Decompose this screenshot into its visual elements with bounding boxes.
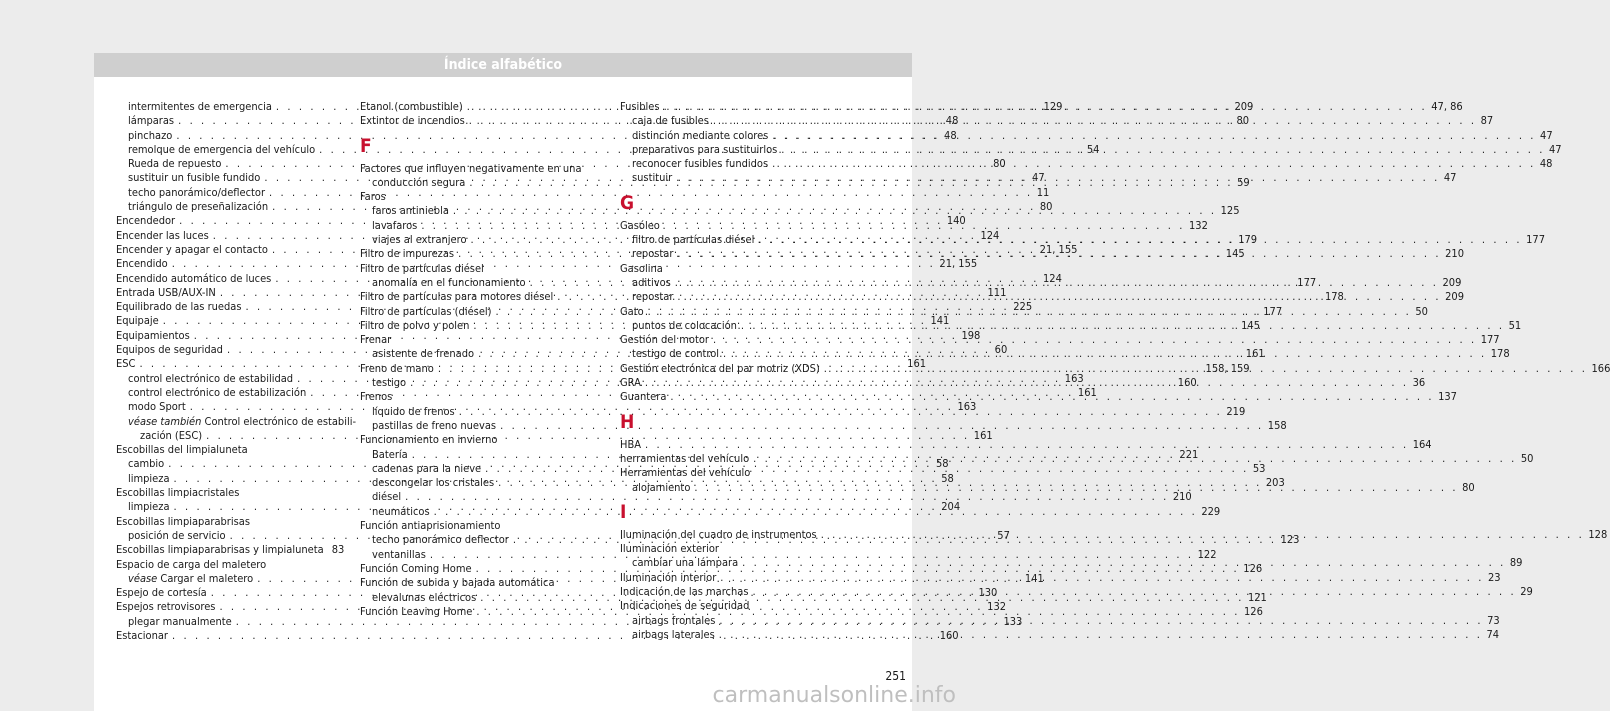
page-reference: 204	[941, 500, 961, 514]
index-heading	[620, 262, 862, 276]
page-reference: 130	[978, 586, 998, 600]
entry-text: plegar manualmente	[128, 614, 232, 628]
page-reference: 47	[1548, 142, 1562, 156]
page-reference: 163	[957, 400, 977, 414]
dot-leader	[772, 157, 1536, 171]
entry-text: Fusibles	[620, 100, 660, 113]
page-reference: 164	[1412, 437, 1432, 451]
entry-text: aditivos	[632, 275, 671, 289]
page-reference: 80	[993, 157, 1006, 171]
page-reference: 126	[1243, 561, 1263, 575]
entry-text: Espejo de cortesía	[116, 586, 207, 600]
entry-text: asistente de frenado	[372, 347, 475, 361]
page-reference: 160	[1177, 376, 1197, 390]
entry-text: Gestión electrónica del par motriz (XDS)	[620, 361, 820, 375]
entry-text: techo panorámico/deflector	[128, 185, 266, 199]
page-reference: 48	[945, 114, 959, 128]
dot-leader	[648, 305, 1412, 319]
page-reference: 140	[946, 214, 966, 228]
page-reference: 29	[1520, 585, 1533, 599]
dot-leader	[719, 614, 1483, 628]
page-reference: 59	[1237, 175, 1250, 189]
index-heading	[116, 414, 357, 429]
page-reference: 47, 86	[1431, 100, 1463, 113]
page-reference: 177	[1297, 275, 1317, 289]
page-reference: 74	[1486, 627, 1500, 641]
page-reference: 198	[961, 328, 981, 342]
entry-text: Batería	[372, 447, 408, 461]
entry-text: Extintor de incendios	[360, 114, 465, 128]
page-reference: 21, 155	[939, 257, 978, 271]
entry-text: remolque de emergencia del vehículo	[128, 142, 316, 156]
entry-text: testigo	[372, 376, 407, 390]
page-reference: 111	[987, 285, 1007, 299]
entry-text: Equipos de seguridad	[116, 343, 223, 357]
index-heading	[116, 558, 342, 572]
section-letter: I	[620, 500, 627, 523]
entry-text: cambio	[128, 457, 165, 471]
dot-leader	[713, 114, 1477, 128]
entry-text: Encender las luces	[116, 228, 209, 242]
entry-text: limpieza	[128, 471, 170, 485]
page-reference: 141	[930, 314, 950, 328]
entry-text: airbags frontales	[632, 613, 716, 627]
page-reference: 229	[1201, 504, 1221, 518]
dot-leader	[723, 347, 1487, 361]
entry-text: Indicación de las marchas	[620, 585, 749, 599]
dot-leader	[781, 143, 1545, 157]
entry-text: Encendedor	[116, 214, 176, 228]
entry-text: airbags laterales	[632, 627, 715, 641]
entry-text: filtro de partículas diésel	[632, 233, 755, 247]
entry-text: Espejos retrovisores	[116, 600, 216, 614]
entry-text: Frenar	[360, 333, 392, 347]
dot-leader	[677, 247, 1441, 261]
page-reference: 123	[1280, 533, 1300, 547]
entry-text: preparativos para sustituirlos	[632, 142, 778, 156]
page-reference: 47	[1032, 171, 1045, 185]
index-heading	[360, 333, 602, 347]
page-reference: 125	[1220, 204, 1240, 218]
entry-text: Iluminación del cuadro de instrumentos	[620, 527, 817, 541]
index-heading	[116, 443, 342, 457]
entry-text: Función Leaving Home	[360, 604, 473, 618]
entry-text: Encendido automático de luces	[116, 271, 272, 285]
page-reference: 122	[1197, 547, 1217, 561]
entry-text: distinción mediante colores	[632, 128, 769, 142]
page-reference: 21, 155	[1039, 242, 1078, 256]
entry-text: Herramientas del vehículo	[620, 466, 751, 480]
entry-text: Filtro de partículas diésel	[360, 261, 484, 275]
index-heading	[116, 515, 342, 529]
page-reference: 210	[1172, 490, 1192, 504]
entry-text: Encender y apagar el contacto	[116, 242, 268, 256]
entry-text: Equipaje	[116, 314, 159, 328]
entry-text: lámparas	[128, 114, 175, 128]
page-reference: 129	[1043, 100, 1063, 113]
page-reference: 73	[1487, 613, 1500, 627]
page-reference: 80	[1236, 114, 1250, 128]
entry-text: Filtro de partículas (diésel)	[360, 304, 492, 318]
index-entry	[620, 437, 1432, 452]
entry-text	[128, 415, 356, 429]
page-reference: 161	[907, 357, 927, 371]
page-reference: 47	[1540, 128, 1553, 142]
entry-text: Función antiaprisionamiento	[360, 519, 501, 533]
page-reference: 132	[1189, 218, 1208, 232]
entry-text: cadenas para la nieve	[372, 461, 482, 475]
index-heading	[360, 390, 602, 404]
entry-text: Función de subida y bajada automática	[360, 576, 555, 590]
entry-text: intermitentes de emergencia	[128, 100, 272, 113]
entry-text: Espacio de carga del maletero	[116, 557, 267, 571]
entry-text: Entrada USB/AUX-IN	[116, 285, 216, 299]
dot-leader	[676, 171, 1440, 185]
page-reference: 57	[997, 528, 1010, 542]
page-reference: 121	[1247, 590, 1267, 604]
entry-text: testigo de control	[632, 347, 720, 361]
page-reference: 145	[1225, 247, 1245, 261]
entry-label: Cargar el maletero	[157, 571, 254, 585]
page-reference: 23	[1487, 570, 1501, 584]
page-reference: 47	[1443, 171, 1457, 185]
page-reference: 209	[1234, 100, 1254, 113]
entry-text: techo panorámico deflector	[372, 533, 509, 547]
page-reference: 80	[1462, 480, 1475, 494]
entry-text: Filtro de impurezas	[360, 247, 455, 261]
entry-text: neumáticos	[372, 504, 430, 518]
dot-leader	[821, 528, 1585, 542]
entry-text: Faros	[360, 190, 386, 204]
see-also-label: véase también	[128, 414, 202, 428]
page-reference: 58	[941, 471, 954, 485]
dot-leader	[694, 481, 1458, 495]
entry-text: caja de fusibles	[632, 114, 709, 128]
page-reference: 163	[1064, 371, 1084, 385]
dot-leader	[824, 362, 1588, 376]
entry-text: triángulo de preseñalización	[128, 200, 269, 214]
page-reference: 219	[1226, 404, 1246, 418]
page-reference: 141	[1024, 571, 1044, 585]
entry-text: elevalunas eléctricos	[372, 590, 477, 604]
page-reference: 178	[1324, 290, 1344, 304]
section-letter: H	[620, 410, 635, 433]
entry-text: Frenos	[360, 390, 393, 404]
entry-text: Factores que influyen negativamente en una	[360, 161, 582, 175]
page-reference: 209	[1442, 275, 1462, 289]
page-reference: 178	[1490, 347, 1510, 361]
dot-leader	[713, 333, 1477, 347]
page-reference: 209	[1445, 290, 1465, 304]
entry-text: Gasóleo	[620, 218, 660, 232]
index-heading	[360, 519, 602, 533]
page-reference: 177	[1480, 333, 1500, 347]
page-reference: 210	[1445, 247, 1465, 261]
dot-leader	[741, 319, 1505, 333]
entry-text: Filtro de partículas para motores diésel	[360, 290, 554, 304]
page-reference: 50	[1520, 451, 1534, 465]
entry-text: sustituir un fusible fundido	[128, 171, 261, 185]
entry-text: anomalía en el funcionamiento	[372, 275, 526, 289]
page-reference: 203	[1265, 476, 1285, 490]
page-reference: 133	[1003, 614, 1023, 628]
entry-text: Gasolina	[620, 261, 663, 275]
page-reference: 221	[1179, 447, 1199, 461]
index-heading	[360, 262, 602, 276]
entry-text: lavafaros	[372, 218, 418, 232]
watermark: carmanualsonline.info	[712, 683, 956, 708]
index-heading	[360, 190, 602, 204]
page-reference: 36	[1412, 376, 1426, 390]
page-reference: 166	[1591, 361, 1610, 375]
entry-text: faros antiniebla	[372, 204, 449, 218]
dot-leader	[677, 290, 1441, 304]
entry-text: limpieza	[128, 500, 170, 514]
page-reference: 160	[939, 628, 959, 642]
page-reference: 177	[1526, 233, 1545, 247]
page-reference: 60	[994, 343, 1008, 357]
page-reference: 53	[1252, 461, 1266, 475]
entry-text: Escobillas limpiaparabrisas y limpialuneta	[116, 543, 324, 557]
dot-leader	[645, 376, 1409, 390]
page-reference: 161	[1245, 347, 1265, 361]
entry-text: posición de servicio	[128, 528, 226, 542]
entry-text: repostar	[632, 247, 674, 261]
page-number: 251	[885, 669, 906, 683]
index-entry	[116, 543, 345, 557]
index-heading	[620, 219, 862, 233]
entry-text: pastillas de freno nuevas	[372, 418, 497, 432]
entry-text: diésel	[372, 490, 402, 504]
page-reference: 126	[1244, 604, 1263, 618]
entry-text: viajes al extranjero	[372, 233, 467, 247]
entry-text: Iluminación interior	[620, 570, 717, 584]
index-heading	[116, 486, 342, 500]
entry-text: reconocer fusibles fundidos	[632, 157, 769, 171]
page-reference: 124	[1043, 271, 1062, 285]
entry-text: control electrónico de estabilidad	[128, 371, 294, 385]
dot-leader	[753, 452, 1517, 466]
index-heading	[360, 162, 602, 176]
entry-text: descongelar los cristales	[372, 476, 495, 490]
dot-leader	[752, 585, 1516, 599]
page-reference: 158, 159	[1205, 361, 1250, 375]
see-also-label: véase	[128, 571, 158, 585]
page-reference: 58	[935, 457, 949, 471]
entry-text: HBA	[620, 437, 642, 451]
dot-leader	[500, 419, 1264, 433]
page-reference: 124	[980, 228, 1000, 242]
index-heading	[620, 542, 862, 556]
dot-leader	[742, 556, 1506, 570]
page-reference: 132	[987, 600, 1007, 614]
dot-leader	[670, 390, 1434, 404]
dot-leader	[645, 438, 1409, 452]
entry-text: Escobillas del limpialuneta	[116, 443, 248, 457]
page-reference: 158	[1267, 418, 1287, 432]
entry-text: ventanillas	[372, 547, 426, 561]
page-reference: 89	[1509, 556, 1523, 570]
index-entry	[360, 490, 1192, 504]
entry-text: pinchazo	[128, 128, 173, 142]
entry-text: puntos de colocación	[632, 318, 737, 332]
dot-leader	[719, 628, 1483, 642]
dot-leader	[720, 571, 1484, 585]
entry-text: Escobillas limpiacristales	[116, 486, 240, 500]
page-reference: 179	[1238, 233, 1258, 247]
entry-text: Función Coming Home	[360, 561, 472, 575]
entry-text: Filtro de polvo y polen	[360, 318, 470, 332]
page-reference: 128	[1588, 527, 1608, 541]
page-reference: 54	[1086, 142, 1100, 156]
page-reference: 51	[1508, 318, 1522, 332]
entry-text: Escobillas limpiaparabrisas	[116, 514, 250, 528]
index-heading	[360, 433, 602, 447]
entry-text: Encendido	[116, 257, 168, 271]
page-reference: 48	[1539, 157, 1553, 171]
dot-leader	[758, 233, 1522, 247]
page-reference: 161	[973, 428, 993, 442]
entry-text: Funcionamiento en invierno	[360, 433, 498, 447]
page-reference: 87	[1480, 114, 1494, 128]
entry-text: Etanol (combustible)	[360, 100, 463, 113]
dot-leader	[675, 276, 1439, 290]
page-reference: 80	[1039, 200, 1053, 214]
entry-text: Iluminación exterior	[620, 542, 719, 556]
entry-text: Equilibrado de las ruedas	[116, 300, 242, 314]
page-reference: 137	[1438, 390, 1457, 404]
page-header	[94, 53, 912, 77]
index-heading	[620, 599, 862, 613]
entry-text: Equipamientos	[116, 328, 190, 342]
entry-text: cambiar una lámpara	[632, 556, 739, 570]
entry-text: Rueda de repuesto	[128, 157, 222, 171]
section-letter: G	[620, 191, 635, 214]
entry-text: zación (ESC)	[140, 428, 203, 442]
entry-text	[128, 572, 253, 586]
page-reference: 145	[1241, 318, 1260, 332]
entry-text: Freno de mano	[360, 361, 434, 375]
section-letter: F	[360, 134, 372, 157]
entry-text: sustituir	[632, 171, 673, 185]
entry-text: herramientas del vehículo	[620, 451, 750, 465]
index-heading	[620, 466, 862, 480]
dot-leader	[772, 129, 1536, 143]
page-reference: 50	[1415, 304, 1428, 318]
entry-text: alojamiento	[632, 480, 691, 494]
entry-text: modo Sport	[128, 400, 186, 414]
entry-text: conducción segura	[372, 175, 466, 189]
entry-label: Control electrónico de estabili-	[201, 414, 357, 428]
page-reference: 161	[1077, 385, 1097, 399]
entry-text: ESC	[116, 357, 136, 371]
entry-text: Guantera	[620, 390, 667, 404]
page-reference: 48	[944, 128, 957, 142]
entry-text: Gato	[620, 304, 644, 318]
entry-text: Indicaciones de seguridad	[620, 599, 750, 613]
entry-text: Gestión del motor	[620, 333, 709, 347]
page-reference: 225	[1013, 300, 1033, 314]
index-heading	[360, 576, 602, 590]
page-reference: 83	[331, 543, 345, 557]
entry-text: GRA	[620, 376, 641, 390]
index-entry	[360, 418, 1287, 433]
entry-text: Estacionar	[116, 628, 168, 642]
page-reference: 11	[1036, 185, 1050, 199]
entry-text: repostar	[632, 290, 674, 304]
entry-text: control electrónico de estabilización	[128, 385, 307, 399]
page-reference: 177	[1263, 304, 1283, 318]
dot-leader	[664, 100, 1428, 114]
entry-text: líquido de frenos	[372, 404, 455, 418]
page-title: Índice alfabético	[443, 57, 563, 73]
